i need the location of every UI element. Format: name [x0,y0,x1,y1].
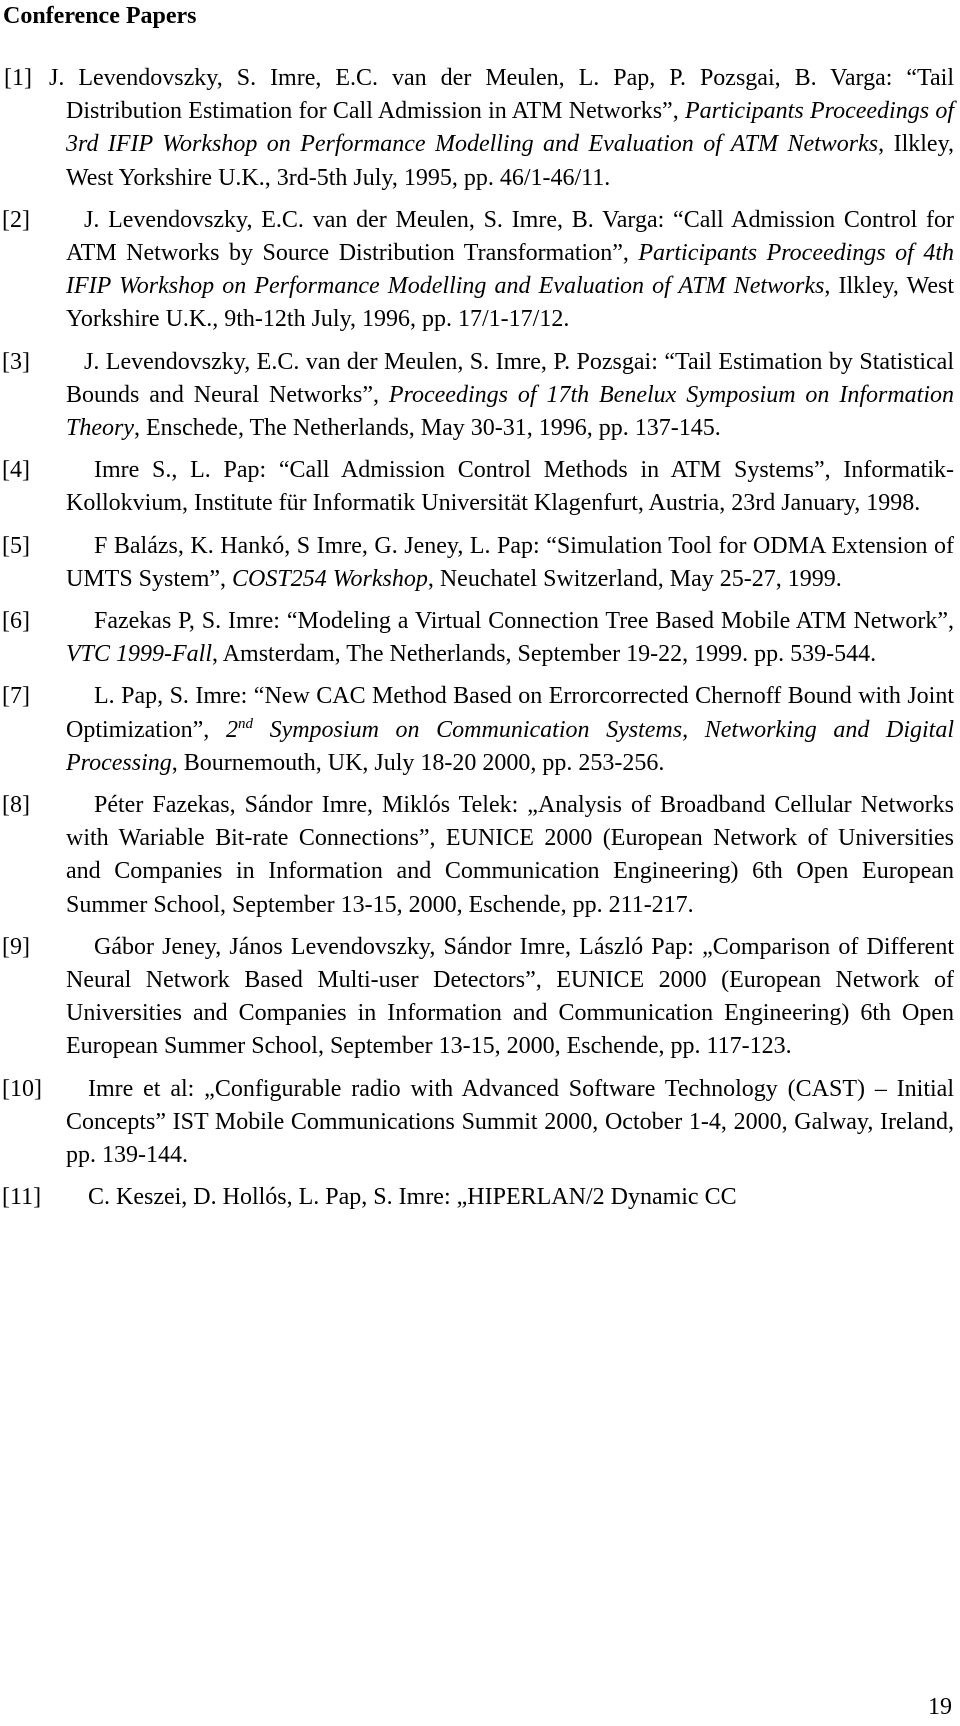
reference-item [2,605,954,671]
reference-venue: VTC 1999-Fall [66,641,213,668]
reference-details: , Ilkley, West Yorkshire U.K., 9th-12th July, 1996, pp. 17/1-17/12. [66,273,954,333]
reference-venue: Participants Proceedings of 4th IFIP Workshop on Performance Modelling and Evaluation of ATM Networks [66,240,955,300]
reference-text: Imre S., L. Pap: “Call Admission Control Methods in ATM Systems”, Informatik-Kollokvium, Institute für Informatik Universität Klagenfurt, Austria, 23rd January, 1998. [66,457,954,517]
reference-list [2,62,955,1224]
reference-number: [7] [2,683,30,710]
reference-item: [1] J. Levendovszky, S. Imre, E.C. van der Meulen, L. Pap, P. Pozsgai, B. Varga: “Tail Distribution Estimation for Call Admission in ATM Networks”, Participants Proceedings of 3rd IFIP Workshop on Performance Modelling and Evaluation of ATM Networks, Ilkley, West Yorkshire U.K., 3rd-5th July, 1995, pp. 46/1-46/11. [4,65,955,191]
venue-ordinal-suffix: nd [237,715,253,732]
reference-number: [3] [2,348,30,375]
reference-venue: Participants Proceedings of 3rd IFIP Workshop on Performance Modelling and Evaluation of ATM Networks [66,98,955,158]
reference-text: Gábor Jeney, János Levendovszky, Sándor Imre, László Pap: „Comparison of Different Neural Network Based Multi-user Detectors”, EUNICE 2000 (European Network of Universities and Companies in Information and Communication Engineering) 6th Open European Summer School, September 13-15, 2000, Eschende, pp. 117-123. [66,933,954,1060]
reference-item [2,454,954,520]
reference-number: [4] [2,457,30,484]
reference-details: , Ilkley, West Yorkshire U.K., 3rd-5th July, 1995, pp. 46/1-46/11. [66,131,955,191]
venue-ordinal: 2 [225,716,238,743]
reference-number: [2] [2,206,30,233]
reference-item [2,346,955,446]
reference-number: [6] [2,608,30,635]
reference-number: [11] [2,1184,42,1211]
reference-text: J. Levendovszky, E.C. van der Meulen, S. Imre, B. Varga: “Call Admission Control for ATM Networks by Source Distribution Transformation”, [66,206,954,267]
section-heading: Conference Papers [3,3,197,29]
reference-text: Imre et al: „Configurable radio with Advanced Software Technology (CAST) – Initial Concepts” IST Mobile Communications Summit 2000, October 1-4, 2000, Galway, Ireland, pp. 139-144. [66,1075,954,1169]
reference-text: J. Levendovszky, S. Imre, E.C. van der Meulen, L. Pap, P. Pozsgai, B. Varga: “Tail Distribution Estimation for Call Admission in ATM Networks”, [49,65,955,125]
reference-item [2,1181,954,1214]
page-number: 19 [928,1694,952,1720]
reference-text: C. Keszei, D. Hollós, L. Pap, S. Imre: „HIPERLAN/2 Dynamic CC [88,1184,737,1211]
reference-item [2,204,955,337]
reference-number: [8] [2,792,30,819]
reference-number: [9] [2,933,30,960]
reference-text: L. Pap, S. Imre: “New CAC Method Based on Errorcorrected Chernoff Bound with Joint Optimization”, [66,683,954,743]
reference-text: F Balázs, K. Hankó, S Imre, G. Jeney, L. Pap: “Simulation Tool for ODMA Extension of UMTS System”, [66,532,954,592]
reference-details: , Enschede, The Netherlands, May 30-31, 1996, pp. 137-145. [134,415,721,442]
venue-title: Symposium on Communication Systems, Networking and Digital Processing [66,716,955,776]
reference-number: [10] [2,1075,42,1102]
reference-item [2,789,954,922]
reference-text: J. Levendovszky, E.C. van der Meulen, S. Imre, P. Pozsgai: “Tail Estimation by Statistical Bounds and Neural Networks”, [66,348,954,408]
reference-item [2,680,955,780]
reference-venue: COST254 Workshop [232,565,428,592]
reference-details: , Neuchatel Switzerland, May 25-27, 1999. [427,565,842,592]
reference-item [2,931,954,1064]
reference-item [2,530,954,596]
reference-details: , Bournemouth, UK, July 18-20 2000, pp. 253-256. [171,749,665,776]
reference-details: , Amsterdam, The Netherlands, September 19-22, 1999. pp. 539-544. [212,641,877,668]
reference-number: [5] [2,532,30,559]
reference-text: Péter Fazekas, Sándor Imre, Miklós Telek: „Analysis of Broadband Cellular Networks with Wariable Bit-rate Connections”, EUNICE 2000 (European Network of Universities and Companies in Information and Communication Engineering) 6th Open European Summer School, September 13-15, 2000, Eschende, pp. 211-217. [66,792,954,918]
reference-item [2,1073,954,1173]
reference-text: Fazekas P, S. Imre: “Modeling a Virtual Connection Tree Based Mobile ATM Network”, [94,608,954,635]
reference-venue: Proceedings of 17th Benelux Symposium on Information Theory [66,381,955,442]
